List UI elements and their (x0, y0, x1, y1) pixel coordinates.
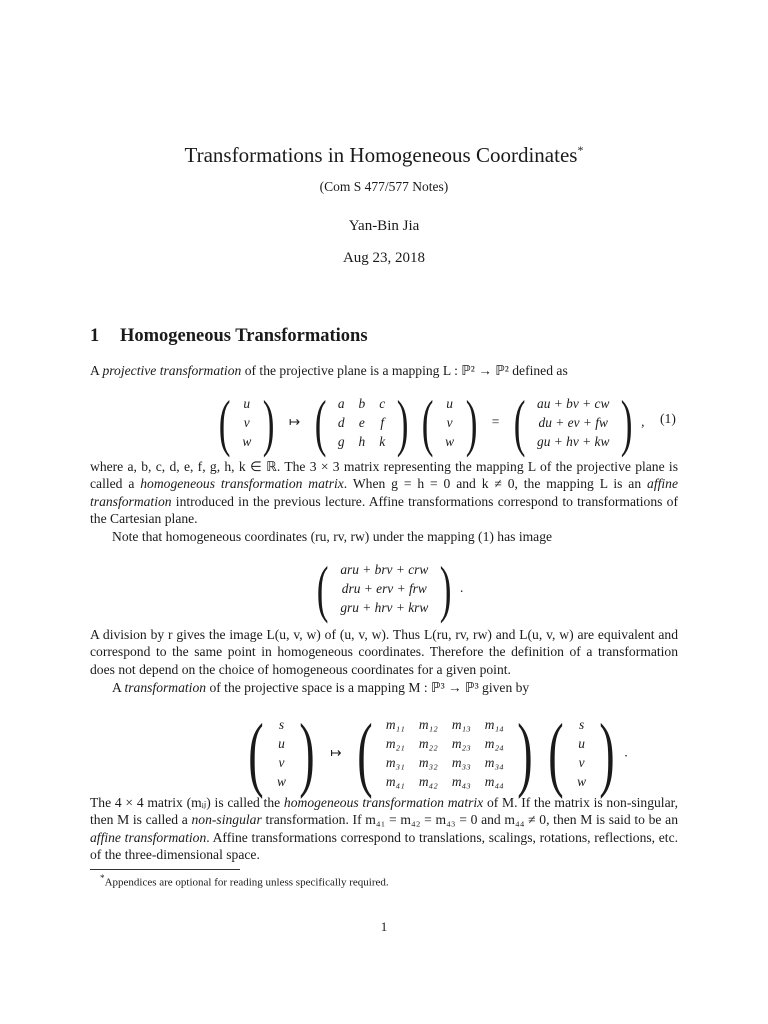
footnote-rule (90, 869, 240, 870)
footnote: *Appendices are optional for reading unless specifically required. (100, 873, 389, 889)
maps-to-symbol-3d: ↦ (330, 744, 342, 760)
maps-to-symbol: ↦ (288, 414, 301, 430)
date: Aug 23, 2018 (342, 250, 426, 266)
eq3-vector-2: ( s u v w ) (548, 707, 615, 800)
eq1-vector-2: ( u v w ) (421, 387, 478, 458)
equation-space: ( s u v w ) ↦ ( m₁₁ m₁₂ m₁₃ m₁₄ m₂₁ m₂₂ m₂₃ m₂₄ m₃₁ m₃₂ m₃₃ m₃₄ m₄₁ m₄₂ m₄₃ m₄₄ ) ( s u v w ) . (242, 705, 628, 802)
author: Yan-Bin Jia (348, 218, 420, 234)
eq1-vector: ( u v w ) (218, 387, 275, 458)
eq1-matrix: ( a b c d e f g h k ) (314, 387, 409, 458)
eq3-vector: ( s u v w ) (248, 707, 315, 800)
equation-image: ( aru + brv + crw dru + erv + frw gru + hrv + krw ) . (312, 552, 463, 626)
eq2-vector: ( aru + brv + crw dru + erv + frw gru + hrv + krw ) (316, 553, 452, 624)
paragraph-note: Note that homogeneous coordinates (ru, rv, rw) under the mapping (1) has image (112, 529, 553, 544)
paragraph-division: A division by r gives the image L(u, v, w) of (u, v, w). Thus L(ru, rv, rw) and L(u, v, w) are equivalent and correspond to the same point in homogeneous coordinates. Therefore the definition of a transformation does not depend on the choice of homogeneous coordinates for a given point. (90, 627, 678, 677)
eq3-matrix: ( m₁₁ m₁₂ m₁₃ m₁₄ m₂₁ m₂₂ m₂₃ m₂₄ m₃₁ m₃₂ m₃₃ m₃₄ m₄₁ m₄₂ m₄₃ m₄₄ ) (357, 707, 533, 800)
paragraph-space-transformation: A transformation of the projective space is a mapping M : ℙ³ → ℙ³ given by (112, 680, 530, 695)
eq1-result: ( au + bv + cw du + ev + fw gu + hv + kw ) (513, 387, 633, 458)
section-heading (90, 326, 368, 347)
paragraph-affine: where a, b, c, d, e, f, g, h, k ∈ ℝ. The 3 × 3 matrix representing the mapping L of the projective plane is called a homogeneous transformation matrix. When g = h = 0 and k ≠ 0, the mapping L is an affine transformation introduced in the previous lecture. Affine transformations correspond to transformations of the Cartesian plane. (90, 459, 678, 526)
section-title: Homogeneous Transformations (120, 326, 368, 346)
paper-title: Transformations in Homogeneous Coordinates* (184, 143, 584, 167)
paper-subtitle: (Com S 477/577 Notes) (319, 179, 449, 194)
page-number: 1 (380, 919, 388, 934)
equals-symbol: = (491, 414, 500, 430)
title-footnote-mark: * (577, 143, 584, 157)
paragraph-projective-definition: A projective transformation of the projective plane is a mapping L : ℙ² → ℙ² defined as (90, 363, 568, 378)
section-number: 1 (90, 326, 100, 346)
equation-number: (1) (660, 411, 676, 426)
paragraph-matrix-definition: The 4 × 4 matrix (mᵢⱼ) is called the homogeneous transformation matrix of M. If the matrix is non-singular, then M is called a non-singular transformation. If m₄₁ = m₄₂ = m₄₃ = 0 and m₄₄ ≠ 0, then M is said to be an affine transformation. Affine transformations correspond to translations, scalings, rotations, reflections, etc. of the three-dimensional space. (90, 795, 679, 862)
equation-1: ( u v w ) ↦ ( a b c d e f g h k ) ( u v w ) = ( au + bv + cw du + ev + fw gu + hv + kw ) , (214, 386, 644, 460)
